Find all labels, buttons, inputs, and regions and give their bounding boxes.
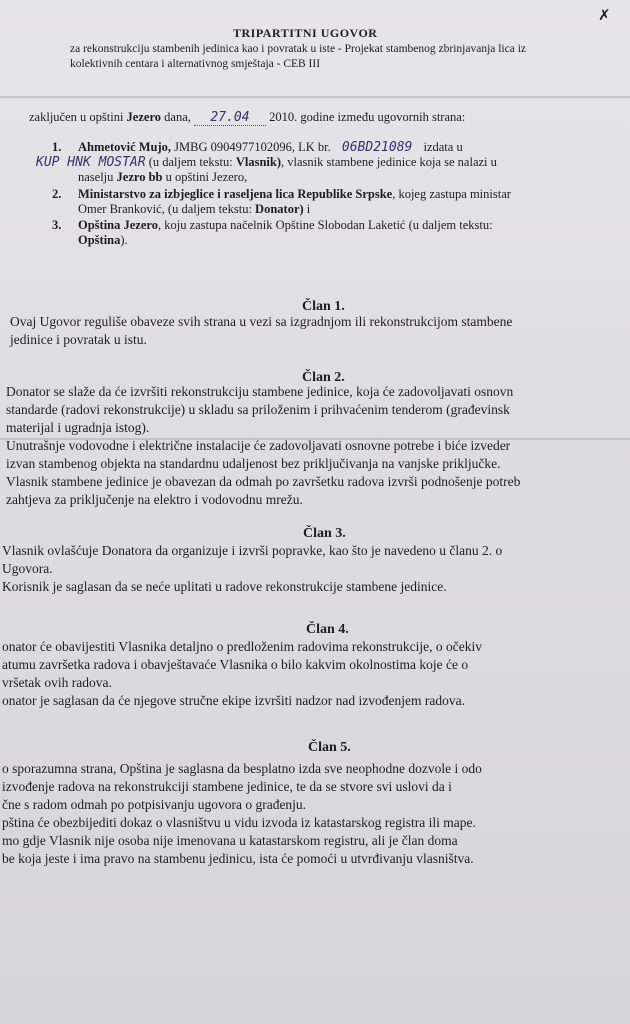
document-title: TRIPARTITNI UGOVOR [233,26,378,40]
party-2: Ministarstvo za izbjeglice i raseljena lica Republike Srpske, kojeg zastupa ministar Omer Branković, (u daljem tekstu: Donator) i [78,187,511,216]
intro-line: zaključen u opštini Jezero dana, 27.04 2010. godine između ugovornih strana: [29,110,466,125]
handwritten-issuer: KUP HNK MOSTAR [36,155,146,170]
article-heading: Član 5. [308,740,351,755]
party-3: Opština Jezero, koju zastupa načelnik Opštine Slobodan Laketić (u daljem tekstu: Opština). [78,218,493,247]
party-number: 1. [52,140,62,154]
handwritten-id: 06BD21089 [341,140,413,155]
article-body: o sporazumna strana, Opština je saglasna da besplatno izda sve neophodne dozvole i odo izvođenje radova na rekonstrukciji stambene jedinice, te da se stvore svi uslovi da i čne s radom odmah po potpisivanju ugovora o građenju. pština će obezbijediti dokaz o vlasništvu u vidu izvoda iz katastarskog registra ili mape. mo gdje Vlasnik nije osoba nije imenovana u katastarskom registru, ali je član doma be koja jeste i ima pravo na stambenu jedinicu, ista će pomoći u utvrđivanju vlasništva. [2,761,482,866]
article-body: onator će obavijestiti Vlasnika detaljno o predloženim radovima rekonstrukcije, o očekiv atumu završetka radova i obavještavaće Vlasnika o bilo kakvim okolnostima koje će o vršetak ovih radova. onator je saglasan da će njegove stručne ekipe izvršiti nadzor nad izvođenjem radova. [2,639,482,708]
article-heading: Član 1. [302,299,345,314]
corner-mark: ✗ [598,8,611,24]
article-body: Ovaj Ugovor reguliše obaveze svih strana u vezi sa izgradnjom ili rekonstrukcijom stambene jedinice i povratak u istu. [10,314,513,347]
handwritten-date: 27.04 [194,110,266,126]
party-1: Ahmetović Mujo, JMBG 0904977102096, LK br. 06BD21089 izdata u KUP HNK MOSTAR (u daljem tekstu: Vlasnik), vlasnik stambene jedinice koja se nalazi u naselju Jezro bb u opštini Jezero, [36,140,497,184]
article-body: Vlasnik ovlašćuje Donatora da organizuje i izvrši popravke, kao što je navedeno u članu 2. o Ugovora. Korisnik je saglasan da se neće uplitati u radove rekonstrukcije stambene jedinice. [2,543,503,594]
party-number: 3. [52,218,62,232]
article-heading: Član 3. [303,526,346,541]
paper-fold [0,96,630,98]
article-heading: Član 2. [302,370,345,385]
document-subtitle: za rekonstrukciju stambenih jedinica kao i povratak u iste - Projekat stambenog zbrinjavanja lica iz kolektivnih centara i alternativnog smještaja - CEB III [70,43,527,70]
article-heading: Član 4. [306,622,349,637]
article-body: Donator se slaže da će izvršiti rekonstrukciju stambene jedinice, koja će zadovoljavati osnovn standarde (radovi rekonstrukcije) u skladu sa priloženim i prihvaćenim tenderom (građevinsk materijal i ugradnja istog). Unutrašnje vodovodne i električne instalacije će zadovoljavati osnovne potrebe i biće izveder izvan stambenog objekta na standardnu udaljenost bez priključivanja na vanjske priključke. Vlasnik stambene jedinice je obavezan da odmah po završetku radova izvrši podnošenje potreb zahtjeva za priključenje na elektro i vodovodnu mrežu. [6,384,521,507]
party-number: 2. [52,187,62,201]
